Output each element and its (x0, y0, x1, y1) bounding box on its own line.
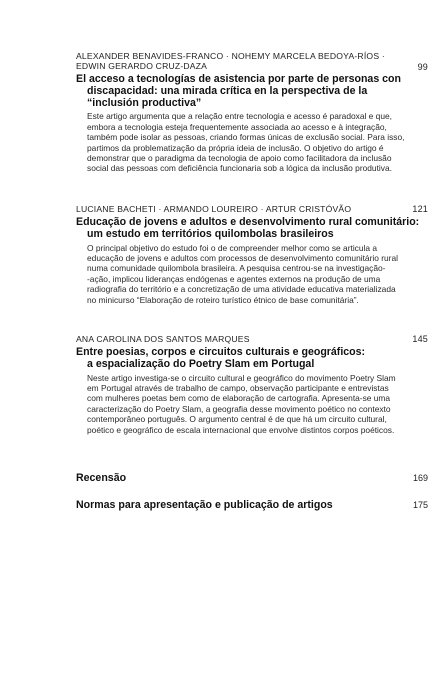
abstract-line: educação de jovens e adultos com processos de desenvolvimento comunitário rural (87, 253, 398, 263)
section-title: Recensão (76, 472, 127, 484)
abstract-line: demonstrar que o paradigma da tecnologia de apoio como facilitadora da inclusão (87, 153, 392, 164)
entry-authors (76, 51, 428, 71)
abstract-line: com mulheres poetas bem como de elaboração de cartografia. Apresenta-se uma (87, 393, 391, 404)
section-title: Normas para apresentação e publicação de artigos (76, 499, 333, 511)
author-line: ALEXANDER BENAVIDES-FRANCO · NOHEMY MARCELA BEDOYA-RÍOS · (76, 51, 385, 61)
abstract-line: radiografia do território e a concretização de uma atividade educativa materializada (87, 284, 396, 295)
toc-section-guidelines (76, 499, 428, 511)
abstract-line: contemporâneo português. O argumento central é de que há um circuito cultural, (87, 414, 387, 425)
page-number: 145 (412, 334, 428, 344)
abstract-line: também pode isolar as pessoas, criando formas únicas de exclusão social. Para isso, (87, 132, 405, 143)
abstract-line: embora a tecnologia esteja frequentemente associada ao acesso e à integração, (87, 121, 387, 132)
toc-entry (76, 204, 428, 305)
toc-entry (76, 334, 428, 435)
abstract-line: poético e geográfico de escala internacional que envolve distintos corpos poéticos. (87, 424, 395, 435)
entry-abstract (76, 111, 428, 173)
title-line: a espacialização do Poetry Slam em Portugal (87, 357, 315, 370)
title-line: discapacidad: una mirada crítica en la perspectiva de la (87, 84, 368, 97)
toc-section-review (76, 472, 428, 484)
abstract-line: em Portugal através de trabalho de campo, observação participante e entrevistas (87, 383, 389, 393)
page-number: 169 (412, 473, 428, 483)
entry-title (76, 217, 428, 241)
abstract-line: no minicurso “Elaboração de roteiro turístico étnico de base comunitária”. (87, 294, 359, 305)
author-line: ANA CAROLINA DOS SANTOS MARQUES (76, 334, 250, 344)
page-number: 175 (412, 500, 428, 510)
page-number: 121 (412, 204, 428, 214)
title-line: Entre poesias, corpos e circuitos culturais e geográficos: (76, 346, 366, 358)
author-line: EDWIN GERARDO CRUZ-DAZA (76, 61, 208, 71)
page-number: 99 (417, 62, 428, 72)
abstract-line: Neste artigo investiga-se o circuito cultural e geográfico do movimento Poetry Slam (87, 372, 396, 383)
entry-abstract (76, 373, 428, 435)
toc-entry (76, 51, 428, 174)
entry-authors (76, 204, 428, 214)
title-line: um estudo em territórios quilombolas brasileiros (87, 227, 334, 240)
entry-title (76, 74, 428, 109)
author-line: LUCIANE BACHETI · ARMANDO LOUREIRO · ARTUR CRISTÓVÃO (76, 204, 352, 214)
title-line: El acceso a tecnologías de asistencia por parte de personas con (76, 73, 401, 85)
abstract-line: numa comunidade quilombola brasileira. A pesquisa centrou-se na investigação- (87, 263, 386, 274)
title-line: “inclusión productiva” (87, 96, 202, 109)
abstract-line: Este artigo argumenta que a relação entre tecnologia e acesso é paradoxal e que, (87, 111, 392, 122)
abstract-line: partimos da problematização da própria ideia de inclusão. O objetivo do artigo é (87, 142, 384, 153)
entry-title (76, 347, 428, 371)
title-line: Educação de jovens e adultos e desenvolvimento rural comunitário: (76, 216, 420, 228)
entry-authors (76, 334, 428, 344)
abstract-line: -ação, implicou lideranças endógenas e agentes externos na produção de uma (87, 273, 381, 284)
entry-abstract (76, 243, 428, 305)
abstract-line: caracterização do Poetry Slam, a geografia desse movimento poético no contexto (87, 403, 391, 414)
abstract-line: O principal objetivo do estudo foi o de compreender melhor como se articula a (87, 242, 378, 253)
abstract-line: social das pessoas com deficiência funcionaria sob a lógica da inclusão produtiva. (87, 163, 392, 174)
